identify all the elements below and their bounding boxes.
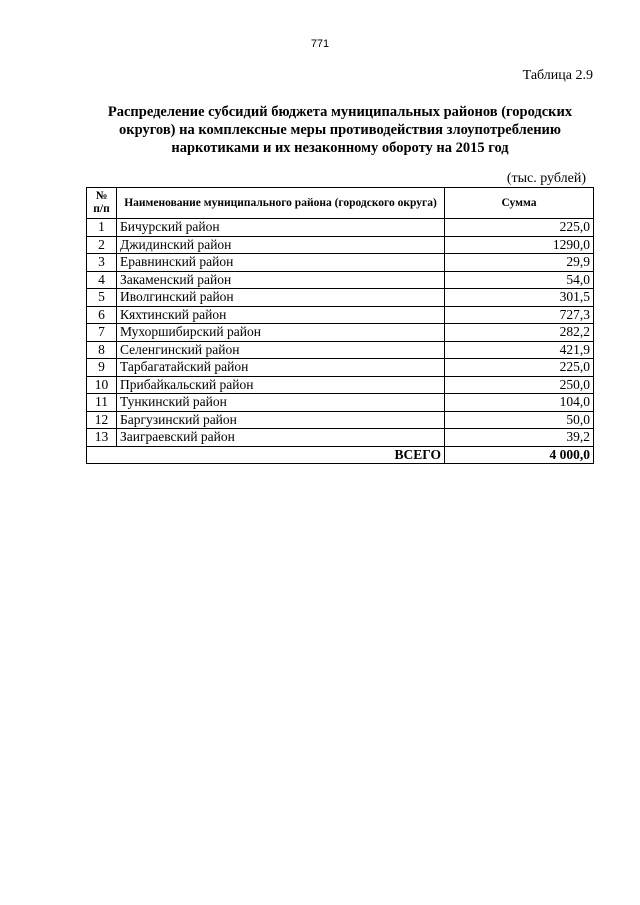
- table-row: [87, 324, 594, 342]
- row-district-name: Тарбагатайский район: [117, 359, 445, 377]
- row-number: 2: [87, 236, 117, 254]
- page-number: 771: [310, 38, 330, 50]
- total-label: ВСЕГО: [87, 446, 445, 464]
- document-title: Распределение субсидий бюджета муниципальных районов (городских округов) на комплексные меры противодействия злоупотреблению наркотиками и их незаконному обороту на 2015 год: [107, 104, 573, 156]
- row-district-name: Баргузинский район: [117, 411, 445, 429]
- table-body: [87, 219, 594, 464]
- row-district-name: Бичурский район: [117, 219, 445, 237]
- table-row: [87, 359, 594, 377]
- row-number: 5: [87, 289, 117, 307]
- row-district-name: Еравнинский район: [117, 254, 445, 272]
- row-district-name: Кяхтинский район: [117, 306, 445, 324]
- row-number: 8: [87, 341, 117, 359]
- row-number: 13: [87, 429, 117, 447]
- row-number: 3: [87, 254, 117, 272]
- row-district-name: Закаменский район: [117, 271, 445, 289]
- row-number: 4: [87, 271, 117, 289]
- row-sum: 29,9: [445, 254, 594, 272]
- row-sum: 39,2: [445, 429, 594, 447]
- table-row: [87, 289, 594, 307]
- table-row: [87, 394, 594, 412]
- row-sum: 50,0: [445, 411, 594, 429]
- row-sum: 104,0: [445, 394, 594, 412]
- table-row: [87, 411, 594, 429]
- table-row: [87, 236, 594, 254]
- row-district-name: Селенгинский район: [117, 341, 445, 359]
- row-number: 10: [87, 376, 117, 394]
- table-row: [87, 306, 594, 324]
- table-row: [87, 429, 594, 447]
- row-number: 9: [87, 359, 117, 377]
- header-number: № п/п: [87, 188, 117, 219]
- header-sum: Сумма: [445, 188, 594, 219]
- row-district-name: Заиграевский район: [117, 429, 445, 447]
- row-number: 11: [87, 394, 117, 412]
- subsidy-table: [86, 187, 594, 464]
- units-label: (тыс. рублей): [506, 171, 586, 186]
- total-row: [87, 446, 594, 464]
- row-number: 7: [87, 324, 117, 342]
- row-number: 6: [87, 306, 117, 324]
- table-row: [87, 254, 594, 272]
- row-number: 1: [87, 219, 117, 237]
- row-sum: 727,3: [445, 306, 594, 324]
- row-sum: 54,0: [445, 271, 594, 289]
- row-district-name: Тункинский район: [117, 394, 445, 412]
- row-district-name: Прибайкальский район: [117, 376, 445, 394]
- row-sum: 225,0: [445, 219, 594, 237]
- table-row: [87, 219, 594, 237]
- header-district-name: Наименование муниципального района (городского округа): [117, 188, 445, 219]
- row-district-name: Мухоршибирский район: [117, 324, 445, 342]
- row-sum: 301,5: [445, 289, 594, 307]
- table-row: [87, 376, 594, 394]
- table-row: [87, 271, 594, 289]
- row-sum: 1290,0: [445, 236, 594, 254]
- table-row: [87, 341, 594, 359]
- table-header-row: [87, 188, 594, 219]
- row-district-name: Иволгинский район: [117, 289, 445, 307]
- row-sum: 282,2: [445, 324, 594, 342]
- row-sum: 225,0: [445, 359, 594, 377]
- row-number: 12: [87, 411, 117, 429]
- row-sum: 250,0: [445, 376, 594, 394]
- row-district-name: Джидинский район: [117, 236, 445, 254]
- row-sum: 421,9: [445, 341, 594, 359]
- table-label: Таблица 2.9: [522, 68, 593, 83]
- total-sum: 4 000,0: [445, 446, 594, 464]
